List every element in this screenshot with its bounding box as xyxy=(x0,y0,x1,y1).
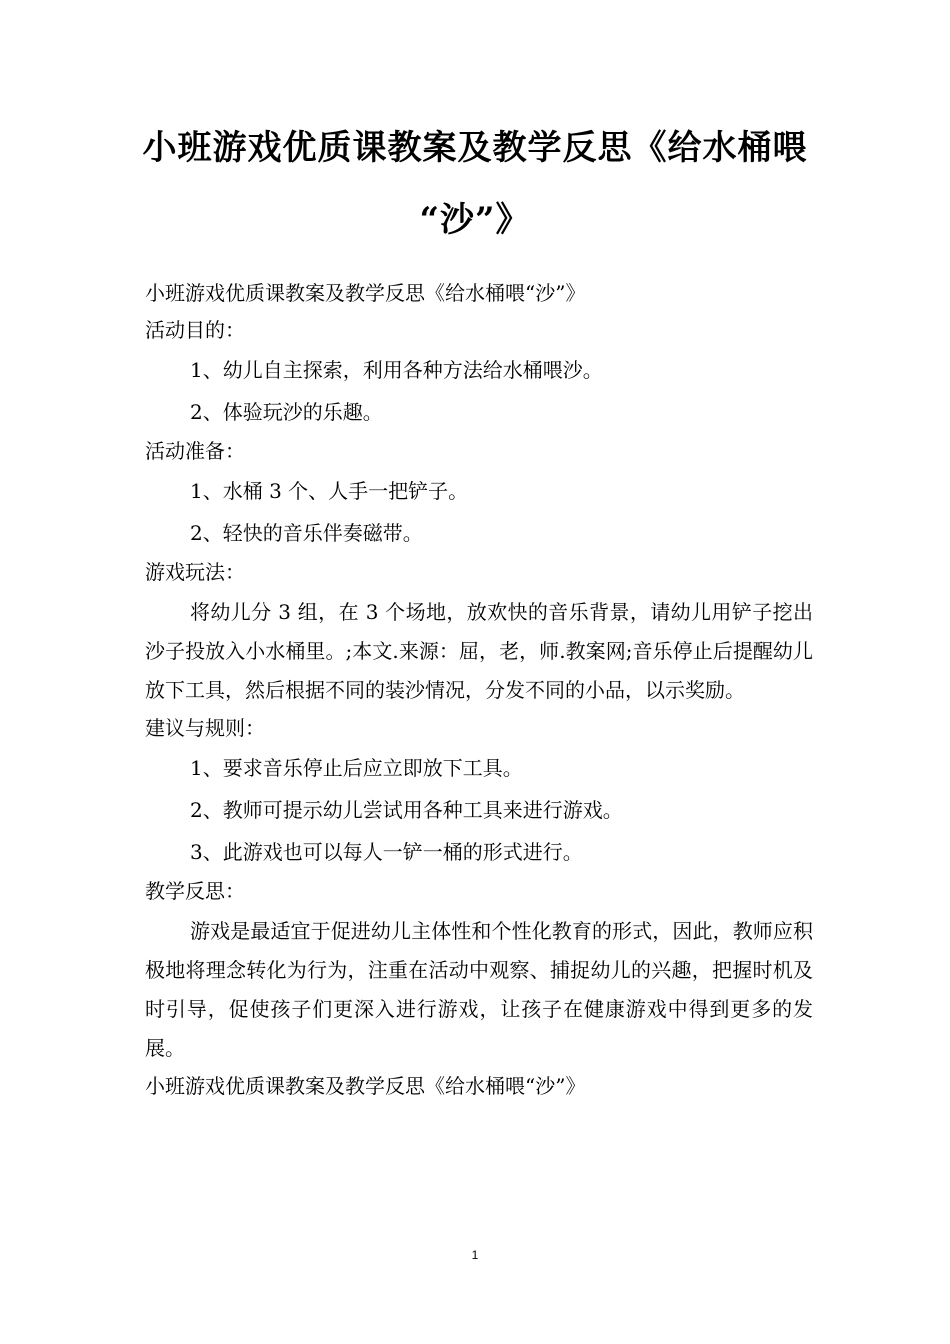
page-number: 1 xyxy=(471,1248,479,1262)
list-item: 1、幼儿自主探索，利用各种方法给水桶喂沙。 xyxy=(190,358,603,382)
document-body xyxy=(145,275,813,1105)
section-heading-play: 游戏玩法： xyxy=(145,560,245,584)
list-item: 1、水桶 3 个、人手一把铲子。 xyxy=(190,479,469,503)
subtitle: 小班游戏优质课教案及教学反思《给水桶喂“沙”》 xyxy=(145,281,586,305)
list-item: 1、要求音乐停止后应立即放下工具。 xyxy=(190,756,523,780)
section-heading-prep: 活动准备： xyxy=(145,439,245,463)
page-title-line-1: 小班游戏优质课教案及教学反思《给水桶喂 xyxy=(142,128,808,168)
list-item: 2、体验玩沙的乐趣。 xyxy=(190,400,383,424)
footer-line: 小班游戏优质课教案及教学反思《给水桶喂“沙”》 xyxy=(145,1074,586,1098)
list-item: 2、教师可提示幼儿尝试用各种工具来进行游戏。 xyxy=(190,798,623,822)
list-item: 2、轻快的音乐伴奏磁带。 xyxy=(190,521,423,545)
section-heading-rules: 建议与规则： xyxy=(145,716,265,740)
section-heading-reflection: 教学反思： xyxy=(145,879,245,903)
list-item: 3、此游戏也可以每人一铲一桶的形式进行。 xyxy=(190,840,583,864)
section-heading-goal: 活动目的： xyxy=(145,318,245,342)
paragraph-play: 将幼儿分 3 组，在 3 个场地，放欢快的音乐背景，请幼儿用铲子挖出沙子投放入小水桶里。;本文.来源：屈，老，师.教案网;音乐停止后提醒幼儿放下工具，然后根据不同的装沙情况，分发不同的小品，以示奖励。 xyxy=(145,600,813,702)
paragraph-reflection: 游戏是最适宜于促进幼儿主体性和个性化教育的形式，因此，教师应积极地将理念转化为行为，注重在活动中观察、捕捉幼儿的兴趣，把握时机及时引导，促使孩子们更深入进行游戏，让孩子在健康游戏中得到更多的发展。 xyxy=(145,919,813,1060)
page-title-line-2: “沙”》 xyxy=(419,200,531,240)
